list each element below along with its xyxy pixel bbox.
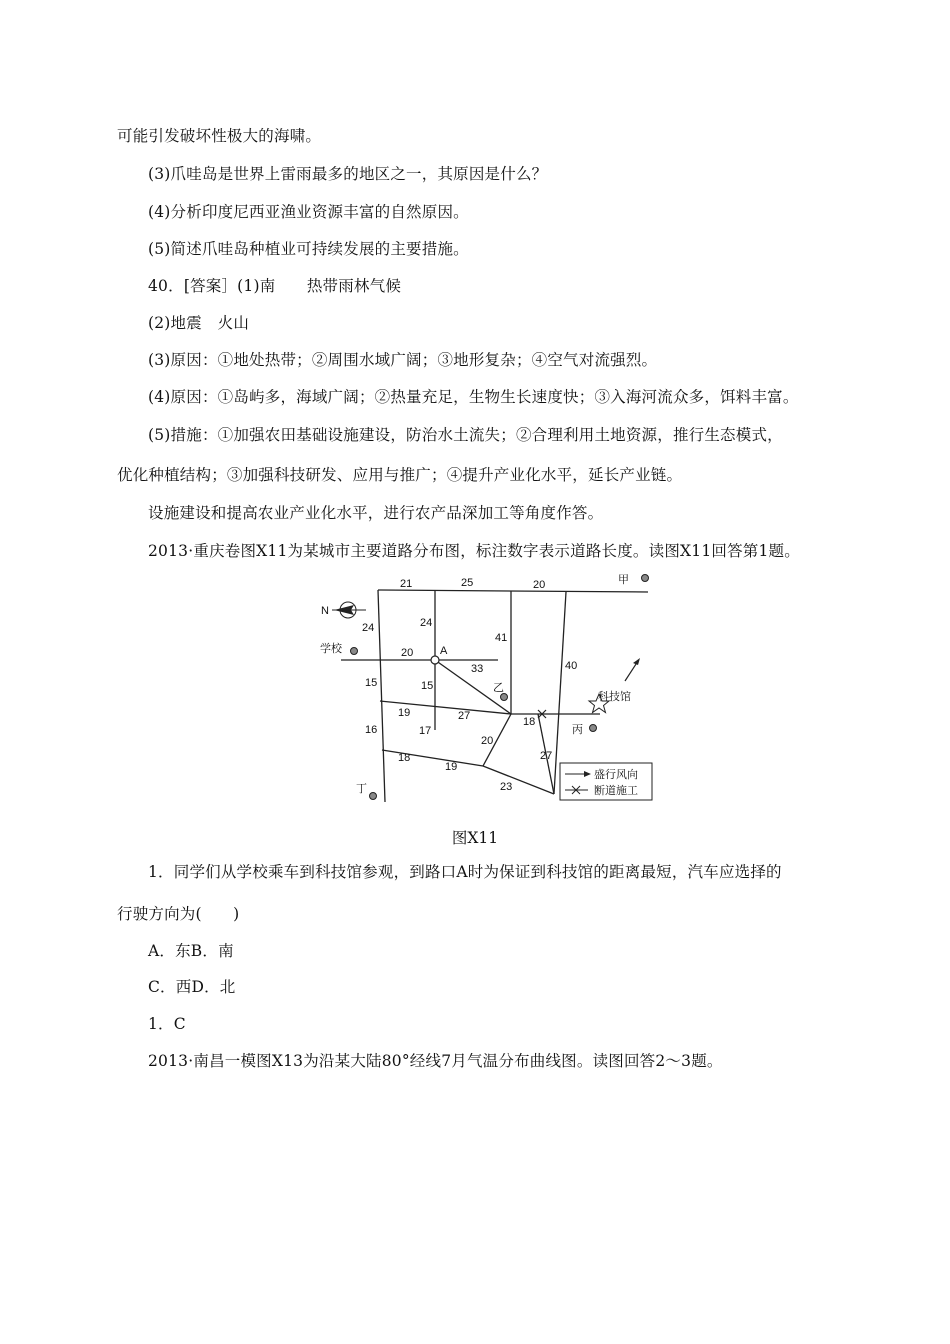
road-length: 16: [365, 724, 378, 736]
label-museum: 科技馆: [598, 691, 631, 703]
label-bing: 丙: [572, 724, 583, 736]
legend-wind-label: 盛行风向: [594, 769, 638, 781]
road-length: 40: [565, 660, 578, 672]
road-length: 20: [533, 579, 546, 591]
intro-line-chongqing: 2013·重庆卷图X11为某城市主要道路分布图，标注数字表示道路长度。读图X11回答第1题。: [148, 542, 800, 560]
answer-3-line: (3)原因：①地处热带；②周围水域广阔；③地形复杂；④空气对流强烈。: [148, 351, 658, 369]
road-length: 24: [420, 617, 433, 629]
road-length: 15: [365, 677, 378, 689]
line-3: (4)分析印度尼西亚渔业资源丰富的自然原因。: [148, 203, 469, 221]
road-length: 20: [401, 647, 414, 659]
road-length: 15: [421, 680, 434, 692]
question-1-line-1: 1．同学们从学校乘车到科技馆参观，到路口A时为保证到科技馆的距离最短，汽车应选择的: [148, 863, 782, 881]
label-ding: 丁: [356, 783, 367, 795]
jia-marker: [642, 575, 649, 582]
hint-line: 设施建设和提高农业产业化水平，进行农产品深加工等角度作答。: [148, 504, 604, 522]
answer-2-line: (2)地震 火山: [148, 314, 250, 332]
option-c-d: C．西D．北: [148, 978, 236, 996]
line-1: 可能引发破坏性极大的海啸。: [117, 127, 322, 145]
answer-1: 1．C: [148, 1015, 186, 1033]
bing-marker: [590, 725, 597, 732]
label-yi: 乙: [493, 682, 504, 694]
road-length: 20: [481, 735, 494, 747]
answer-5-line: (5)措施：①加强农田基础设施建设，防治水土流失；②合理利用土地资源，推行生态模式，: [148, 426, 783, 444]
wind-arrow-icon: [625, 658, 640, 681]
road-length: 27: [458, 710, 471, 722]
answer-4-line: (4)原因：①岛屿多，海域广阔；②热量充足，生物生长速度快；③入海河流众多，饵料丰富。: [148, 388, 799, 406]
road-length: 23: [500, 781, 513, 793]
road-length: 18: [398, 752, 411, 764]
road-length: 25: [461, 577, 474, 589]
option-a-b: A．东B．南: [148, 942, 234, 960]
road-length: 17: [419, 725, 432, 737]
ding-marker: [370, 793, 377, 800]
legend-closure-label: 断道施工: [594, 785, 638, 797]
road-length: 18: [523, 716, 536, 728]
map-legend: [560, 763, 652, 800]
intersection-a-marker: [431, 645, 448, 664]
label-a: A: [440, 645, 448, 657]
north-arrow-icon: [321, 602, 366, 618]
figure-caption: 图X11: [451, 829, 499, 847]
road-length: 19: [398, 707, 411, 719]
question-1-line-2: 行驶方向为( ): [117, 905, 240, 923]
answer-5-continued: 优化种植结构；③加强科技研发、应用与推广；④提升产业化水平，延长产业链。: [117, 466, 683, 484]
road-length: 33: [471, 663, 484, 675]
north-label: N: [321, 605, 329, 617]
line-4: (5)简述爪哇岛种植业可持续发展的主要措施。: [148, 240, 469, 258]
yi-marker: [501, 694, 508, 701]
road-length: 21: [400, 578, 413, 590]
road-length: 27: [540, 750, 553, 762]
road-length: 24: [362, 622, 375, 634]
label-school: 学校: [320, 643, 342, 655]
intro-line-nanchang: 2013·南昌一模图X13为沿某大陆80°经线7月气温分布曲线图。读图回答2～3题。: [148, 1052, 723, 1070]
label-jia: 甲: [618, 574, 629, 586]
road-length: 19: [445, 761, 458, 773]
school-marker: [351, 648, 358, 655]
road-map-figure: [318, 568, 658, 808]
answer-40-line: 40．[答案］(1)南 热带雨林气候: [148, 277, 402, 295]
line-2: (3)爪哇岛是世界上雷雨最多的地区之一，其原因是什么？: [148, 165, 548, 183]
road-length: 41: [495, 632, 508, 644]
